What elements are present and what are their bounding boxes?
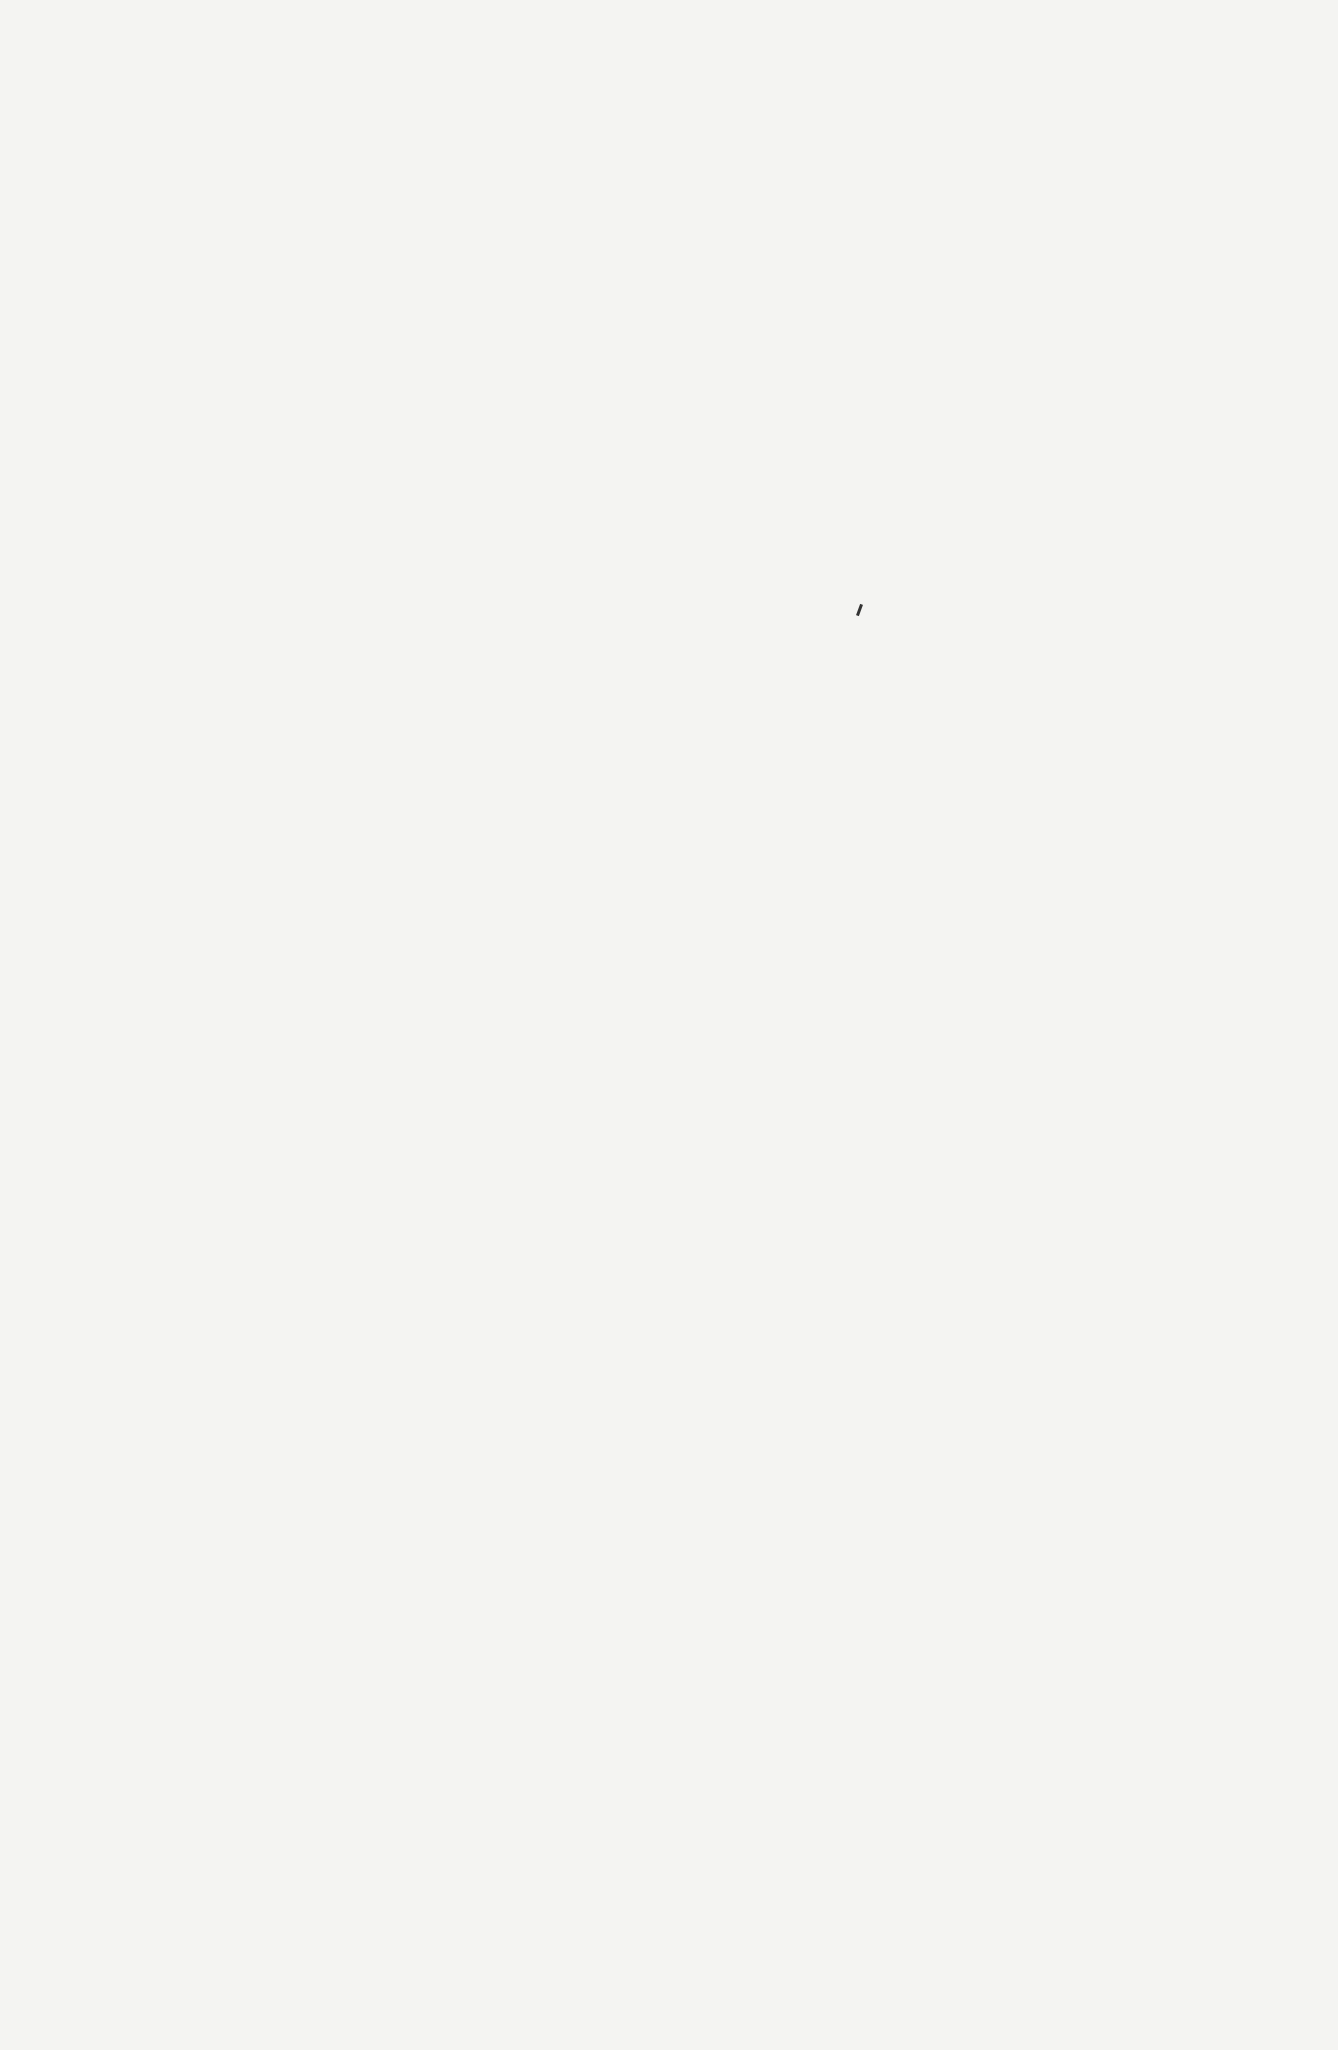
stray-mark [856, 604, 863, 616]
